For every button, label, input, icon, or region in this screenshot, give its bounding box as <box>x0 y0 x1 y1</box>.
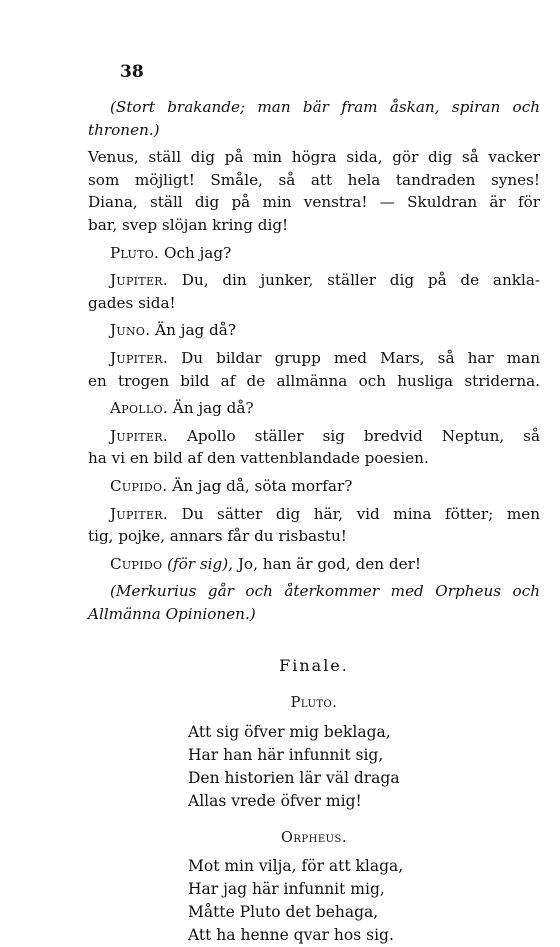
speech-jupiter-venus: Venus, ställ dig på min högra sida, gör dig så vacker som möjligt! Småle, så att hela tandraden synes! Diana, ställ dig på min venstra! — Skuldran är för bar, svep slöjan kring dig! <box>88 148 540 234</box>
line-jupiter: Jupiter. Du, din junker, ställer dig på de ankla- gades sida! <box>88 271 541 312</box>
verse-pluto: Att sig öfver mig beklaga, Har han här infunnit sig, Den historien lär väl draga Allas vrede öfver mig! <box>188 722 400 810</box>
speaker: Jupiter. <box>110 348 168 367</box>
speaker: Apollo. <box>110 399 168 418</box>
line-jupiter: Jupiter. Du bildar grupp med Mars, så har man en trogen bild af de allmänna och husliga striderna. <box>88 348 540 390</box>
line-cupido-aside: Cupido (för sig), Jo, han är god, den der! <box>110 554 421 573</box>
line-juno: Juno. Än jag då? <box>110 321 236 340</box>
line-cupido: Cupido. Än jag då, söta morfar? <box>110 476 353 495</box>
speaker: Juno. <box>110 321 151 340</box>
line-pluto: Pluto. Och jag? <box>110 243 232 262</box>
song-speaker: Pluto. <box>290 695 338 712</box>
line-jupiter: Jupiter. Apollo ställer sig bredvid Neptun, så ha vi en bild af den vattenblandade poesien. <box>88 426 541 468</box>
song-speaker: Orpheus. <box>280 829 348 846</box>
line-apollo: Apollo. Än jag då? <box>110 399 254 418</box>
speaker: Jupiter. <box>110 271 168 290</box>
speaker: Cupido <box>110 554 163 573</box>
stage-direction: (Merkurius går och återkommer med Orpheus och Allmänna Opinionen.) <box>88 582 540 623</box>
speaker: Jupiter. <box>110 426 168 445</box>
speaker: Pluto. <box>110 243 160 262</box>
speaker: Jupiter. <box>110 504 168 523</box>
page-number: 38 <box>120 62 144 82</box>
speaker: Cupido. <box>110 476 168 495</box>
finale-heading: Finale. <box>279 656 349 676</box>
verse-orpheus: Mot min vilja, för att klaga, Har jag här infunnit mig, Måtte Pluto det behaga, Att ha henne qvar hos sig. <box>188 857 404 945</box>
stage-direction: (Stort brakande; man bär fram åskan, spiran och thronen.) <box>88 98 540 139</box>
aside: (för sig), <box>167 554 234 573</box>
page-body <box>88 96 540 947</box>
line-jupiter: Jupiter. Du sätter dig här, vid mina fötter; men tig, pojke, annars får du risbastu! <box>88 504 541 546</box>
